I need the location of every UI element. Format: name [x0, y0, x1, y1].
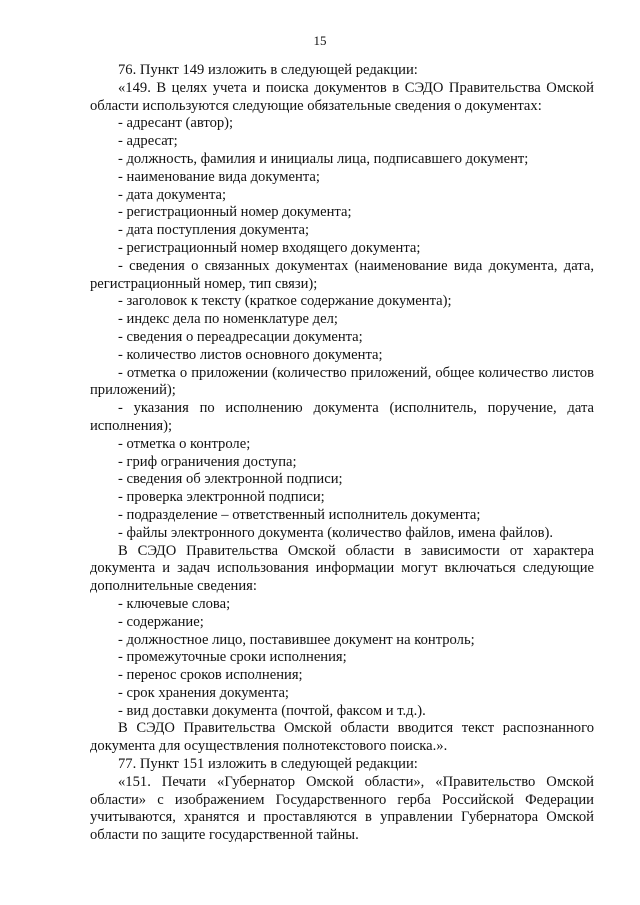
list-item: - срок хранения документа; [118, 684, 289, 701]
list-item: - гриф ограничения доступа; [118, 453, 297, 470]
page-number: 15 [313, 33, 327, 48]
item-149-intro: «149. В целях учета и поиска документов в СЭДО Правительства Омской области используются следующие обязательные сведения о документах: [90, 79, 594, 114]
list-item: - сведения о связанных документах (наименование вида документа, дата, регистрационный номер, тип связи); [90, 257, 594, 292]
list-item: - подразделение – ответственный исполнитель документа; [118, 506, 481, 523]
list-item: - регистрационный номер входящего документа; [118, 239, 421, 256]
list-item: - вид доставки документа (почтой, факсом и т.д.). [118, 702, 426, 719]
item-76-heading: 76. Пункт 149 изложить в следующей редакции: [118, 62, 418, 78]
item-77-heading: 77. Пункт 151 изложить в следующей редакции: [118, 756, 418, 773]
list-item: - дата поступления документа; [118, 222, 310, 239]
document-body [90, 62, 594, 845]
list-item: - адресант (автор); [118, 115, 234, 132]
list-item: - должность, фамилия и инициалы лица, подписавшего документ; [118, 150, 529, 167]
list-item: - заголовок к тексту (краткое содержание документа); [118, 293, 452, 310]
list-item: - адресат; [118, 133, 178, 150]
list-item: - ключевые слова; [118, 595, 231, 612]
additional-items-list [90, 596, 594, 721]
list-item: - сведения о переадресации документа; [118, 328, 363, 345]
additional-intro: В СЭДО Правительства Омской области в зависимости от характера документа и задач использования информации могут включаться следующие дополнительные сведения: [90, 542, 594, 595]
list-item: - наименование вида документа; [118, 168, 320, 185]
list-item: - проверка электронной подписи; [118, 489, 325, 506]
list-item: - должностное лицо, поставившее документ на контроль; [118, 631, 475, 648]
closing-149: В СЭДО Правительства Омской области вводится текст распознанного документа для осуществления полнотекстового поиска.». [90, 720, 594, 755]
list-item: - перенос сроков исполнения; [118, 667, 303, 684]
list-item: - отметка о контроле; [118, 435, 251, 452]
list-item: - сведения об электронной подписи; [118, 471, 343, 488]
list-item: - содержание; [118, 613, 204, 630]
list-item: - отметка о приложении (количество приложений, общее количество листов приложений); [90, 364, 594, 399]
list-item: - файлы электронного документа (количество файлов, имена файлов). [118, 524, 554, 541]
item-151-text: «151. Печати «Губернатор Омской области», «Правительство Омской области» с изображением Государственного герба Российской Федерации учитываются, хранятся и проставляются в управлении Губернатора Омской области по защите государственной тайны. [90, 773, 594, 844]
list-item: - индекс дела по номенклатуре дел; [118, 311, 338, 328]
list-item: - дата документа; [118, 186, 227, 203]
list-item: - количество листов основного документа; [118, 346, 383, 363]
list-item: - указания по исполнению документа (исполнитель, поручение, дата исполнения); [90, 400, 594, 434]
list-item: - промежуточные сроки исполнения; [118, 649, 347, 666]
mandatory-items-list [90, 115, 594, 542]
list-item: - регистрационный номер документа; [118, 204, 352, 221]
